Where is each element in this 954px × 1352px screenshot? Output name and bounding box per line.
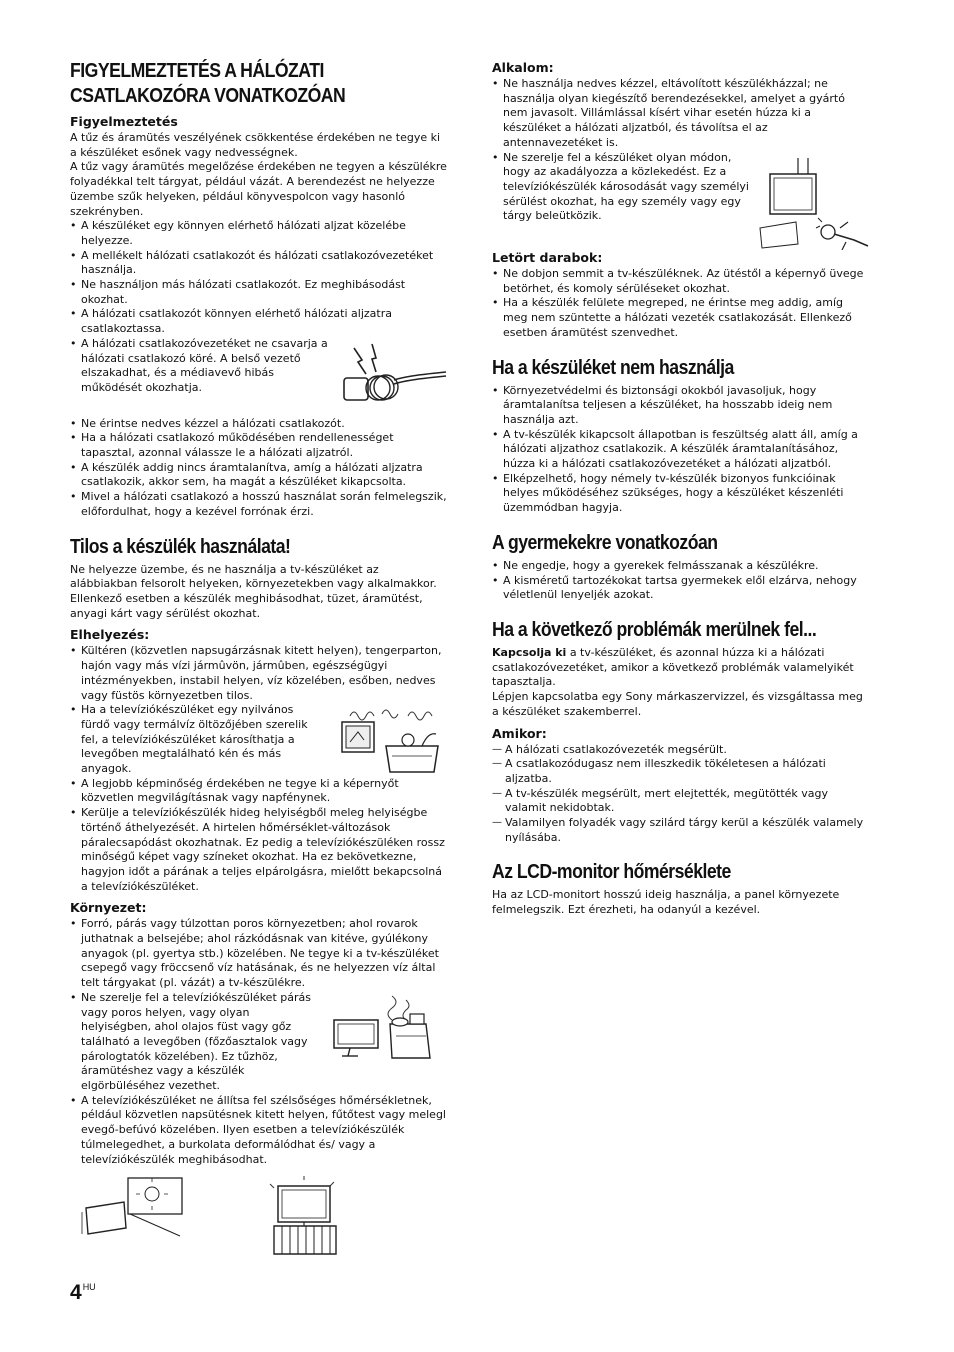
list-item: — Valamilyen folyadék vagy szilárd tárgy kerül a készülék valamely nyílásába.	[492, 816, 868, 845]
list-item: • Kültéren (közvetlen napsugárzásnak kitett helyen), tengerparton, hajón vagy más vízi jármûvön, jármûben, egészségügyi intézményekben, instabil helyen, víz közelében, esőben, nedves vagy füstös környezetben tilos.	[70, 644, 448, 703]
not-in-use-list	[492, 384, 868, 516]
problems-paragraph-2: Lépjen kapcsolatba egy Sony márkaszervizzel, és vizsgáltassa meg a készüléket szakemberrel.	[492, 690, 863, 718]
section-title-children: A gyermekekre vonatkozóan	[492, 530, 718, 554]
plug-list-2	[70, 417, 448, 520]
list-item: • Környezetvédelmi és biztonsági okokból javasoljuk, hogy áramtalanítsa teljesen a készüléket, ha hosszabb ideig nem használja azt.	[492, 384, 868, 428]
list-item: • A hálózati csatlakozót könnyen elérhető hálózati aljzatra csatlakoztassa.	[70, 307, 448, 336]
list-item-steam: • Ne szerelje fel a televíziókészüléket párás vagy poros helyen, vagy olyan helyiségben, ahol olajos füst vagy gőz található a levegőben (főzőasztalok vagy párologtatók közelében). Ez tűzhöz, áramütéshez vagy a készülék elgörbüléséhez vezethet.	[70, 991, 321, 1094]
list-item: • Forró, párás vagy túlzottan poros környezetben; ahol rovarok juthatnak a belsejébe; ahol rázkódásnak van kitéve, gyúlékony anyagok (pl. gyertya stb.) közelében. Ne tegye ki a tv-készüléket csepegő vagy fröccsenő víz hatásának, és ne helyezzen víz által telt tárgyakat (pl. vázát) a tv-készülékre.	[70, 917, 448, 991]
list-item: — A tv-készülék megsérült, mert elejtették, megütötték vagy valamit nekidobtak.	[492, 787, 868, 816]
list-item: • Ha a hálózati csatlakozó működésében rendellenességet tapasztal, azonnal válassze le a hálózati aljzatról.	[70, 431, 448, 460]
wall-mount-collision-illustration	[758, 158, 870, 250]
section-title-lcd-temperature: Az LCD-monitor hőmérséklete	[492, 860, 731, 884]
list-item: • Ne használjon más hálózati csatlakozót. Ez meghibásodást okozhat.	[70, 278, 448, 307]
page-number	[70, 1281, 96, 1305]
plug-cable-illustration	[336, 340, 448, 412]
list-item: • Ne dobjon semmit a tv-készüléknek. Az ütéstől a képernyő üvege betörhet, és komoly sérüléseket okozhat.	[492, 267, 868, 296]
list-item: • Ne engedje, hogy a gyerekek felmásszanak a készülékre.	[492, 559, 868, 574]
list-item: • Ha a készülék felülete megreped, ne érintse meg addig, amíg meg nem szüntette a hálózati vezeték csatlakozását. Ellenkező esetben áramütést szenvedhet.	[492, 296, 868, 340]
sunlight-tv-illustration	[80, 1176, 184, 1238]
subheading-environment: Környezet:	[70, 900, 147, 916]
list-item-traffic: • Ne szerelje fel a készüléket olyan módon, hogy az akadályozza a közlekedést. Ez a televíziókészülék károsodását vagy személyi sérülést okozhat, ha egy személy vagy egy tárgy beleütközik.	[492, 151, 755, 225]
list-item: • A mellékelt hálózati csatlakozót és hálózati csatlakozóvezetéket használja.	[70, 249, 448, 278]
section-title-prohibited-use: Tilos a készülék használata!	[70, 534, 291, 558]
problems-paragraph-1	[492, 646, 868, 690]
subheading-when: Amikor:	[492, 725, 547, 741]
list-item-cable: • A hálózati csatlakozóvezetéket ne csavarja a hálózati csatlakozó köré. A belső vezető elszakadhat, és a médiavevő hibás működését okozhatja.	[70, 337, 333, 396]
subheading-broken-pieces: Letört darabok:	[492, 250, 603, 266]
heater-tv-illustration	[264, 1176, 344, 1256]
subheading-occasion: Alkalom:	[492, 60, 554, 75]
section-title-not-in-use: Ha a készüléket nem használja	[492, 355, 734, 379]
subheading-placement: Elhelyezés:	[70, 627, 150, 643]
warning-paragraph-1: A tűz és áramütés veszélyének csökkentése érdekében ne tegye ki a készüléket esőnek vagy nedvességnek.	[70, 131, 441, 159]
list-item: • Kerülje a televíziókészülék hideg helyiségből meleg helyiségbe történő áthelyezését. A hirtelen hőmérséklet-változások páralecsapódást okozhatnak. Ez pedig a televíziókészüléken rossz minőségű képet vagy színeket okozhat. Ha ez bekövetkezne, hagyjon időt a párának a teljes elpárolgásra, mielőtt bekapcsolná a televíziókészüléket.	[70, 806, 448, 894]
list-item: — A hálózati csatlakozóvezeték megsérült.	[492, 743, 868, 758]
list-item: • A készülék addig nincs áramtalanítva, amíg a hálózati aljzatra csatlakozik, akkor sem, ha magát a készüléket kikapcsolta.	[70, 461, 448, 490]
list-item: • A televíziókészüléket ne állítsa fel szélsőséges hőmérsékletnek, például közvetlen napsütésnek kitett helyen, fűtőtest vagy melegl evegő-befúvó közelében. Ilyen esetben a televíziókészülék túlmelegedhet, a burkolata deformálódhat és/ vagy a televíziókészülék meghibásodhat.	[70, 1094, 448, 1168]
bath-tv-illustration	[336, 706, 448, 778]
page-number-value: 4	[70, 1281, 82, 1304]
when-list	[492, 743, 868, 846]
section-title-plug-warning: FIGYELMEZTETÉS A HÁLÓZATI CSATLAKOZÓRA VONATKOZÓAN	[70, 59, 346, 107]
list-item: • A tv-készülék kikapcsolt állapotban is feszültség alatt áll, amíg a hálózati aljzathoz csatlakozik. A készülék áramtalanításához, húzza ki a hálózati csatlakozóvezetéket a hálózati aljzatból.	[492, 428, 868, 472]
list-item: • A készüléket egy könnyen elérhető hálózati aljzat közelébe helyezze.	[70, 219, 448, 248]
prohibited-paragraph: Ne helyezze üzembe, és ne használja a tv-készüléket az alábbiakban felsorolt helyeken, környezetekben vagy alkalmakkor. Ellenkező esetben a készülék meghibásodhat, tüzet, áramütést, anyagi kárt vagy sérülést okozhat.	[70, 562, 437, 620]
problems-paragraph-1-rest: a tv-készüléket, és azonnal húzza ki a hálózati csatlakozóvezetéket, amikor a következő problémák valamelyikét tapasztalja.	[492, 645, 854, 689]
steam-cooking-illustration	[330, 994, 448, 1064]
warning-paragraph-2: A tűz vagy áramütés megelőzése érdekében ne tegyen a készülékre folyadékkal telt tárgyat, például vázát. A berendezést ne helyezze üzembe szűk helyeken, például könyvespolcon vagy hasonló szekrényben.	[70, 160, 447, 218]
list-item: — A csatlakozódugasz nem illeszkedik tökéletesen a hálózati aljzatba.	[492, 757, 868, 786]
switch-off-emphasis: Kapcsolja ki	[492, 645, 567, 659]
lcd-paragraph: Ha az LCD-monitort hosszú ideig használja, a panel környezete felmelegszik. Ezt érezheti, ha odanyúl a kezével.	[492, 888, 840, 917]
subheading-warning: Figyelmeztetés	[70, 114, 178, 129]
list-item: • A legjobb képminőség érdekében ne tegye ki a képernyőt közvetlen megvilágításnak vagy napfénynek.	[70, 777, 448, 806]
list-item: • Ne használja nedves kézzel, eltávolított készülékházzal; ne használja olyan kiegészítő berendezésekkel, amelyet a gyártó nem javasolt. Villámlással kísért vihar esetén húzza ki a készüléket a hálózati aljzatból, és távolítsa el az antennavezetéket is.	[492, 77, 868, 151]
children-list	[492, 559, 868, 603]
list-item: • Mivel a hálózati csatlakozó a hosszú használat során felmelegszik, előfordulhat, hogy a kezével forrónak érzi.	[70, 490, 448, 519]
section-title-problems: Ha a következő problémák merülnek fel...	[492, 617, 817, 641]
page-language: HU	[82, 1282, 96, 1292]
list-item-bath: • Ha a televíziókészüléket egy nyilvános fürdő vagy termálvíz öltözőjében szerelik fel, a televíziókészüléket károsíthatja a levegőben megtalálható kén és más anyagok.	[70, 703, 321, 777]
list-item: • A kisméretű tartozékokat tartsa gyermekek elől elzárva, nehogy véletlenül lenyeljék azokat.	[492, 574, 868, 603]
list-item: • Elképzelhető, hogy némely tv-készülék bizonyos funkcióinak helyes működéséhez szükséges, hogy a készüléket készenléti üzemmódban hagyja.	[492, 472, 868, 516]
broken-pieces-list	[492, 267, 868, 341]
list-item: • Ne érintse nedves kézzel a hálózati csatlakozót.	[70, 417, 448, 432]
